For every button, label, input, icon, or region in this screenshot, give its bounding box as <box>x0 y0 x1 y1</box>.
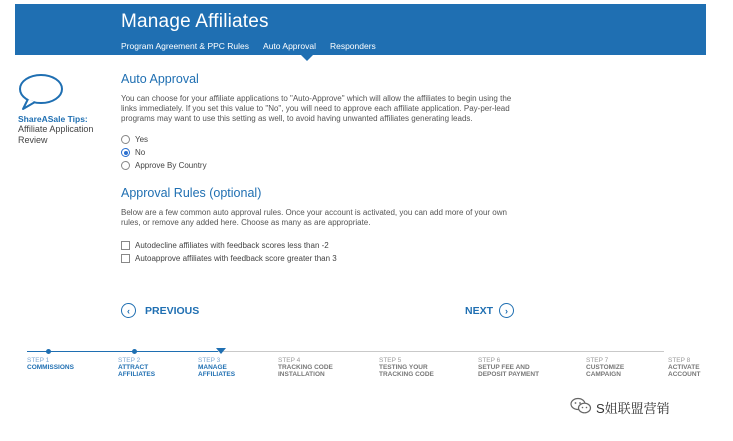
step-name: CUSTOMIZE CAMPAIGN <box>586 364 625 378</box>
auto-approval-heading: Auto Approval <box>121 72 199 86</box>
rule-autoapprove[interactable] <box>121 252 521 265</box>
tab-responders[interactable]: Responders <box>329 41 376 51</box>
step-name: SETUP FEE AND DEPOSIT PAYMENT <box>478 364 540 378</box>
radio-no-input[interactable] <box>121 148 130 157</box>
step-tracking-code-installation[interactable] <box>278 357 348 378</box>
previous-button[interactable] <box>121 303 199 318</box>
step-name: ACTIVATE ACCOUNT <box>668 364 701 378</box>
next-label: NEXT <box>465 304 494 317</box>
rule-autodecline-label: Autodecline affiliates with feedback scores less than -2 <box>135 241 329 250</box>
step-number: STEP 6 <box>478 357 501 364</box>
step-number: STEP 4 <box>278 357 301 364</box>
main-content <box>121 72 521 265</box>
radio-no-label: No <box>135 148 146 157</box>
header-tabs <box>121 41 376 51</box>
radio-approve-by-country-label: Approve By Country <box>135 161 207 170</box>
auto-approval-description: You can choose for your affiliate applications to "Auto-Approve" which will allow the affiliates to begin using the links immediately. If you set this value to "No", you will need to approve each affiliate application. Pay-per-lead programs may want to use this setting as well, to avoid having unwanted affiliates generating leads. <box>121 94 512 123</box>
step-attract-affiliates[interactable] <box>118 357 168 378</box>
tab-program-agreement[interactable]: Program Agreement & PPC Rules <box>121 41 250 51</box>
tips-label: ShareASale Tips: <box>18 114 88 124</box>
step-name: ATTRACT AFFILIATES <box>118 364 156 378</box>
active-tab-caret <box>301 55 313 61</box>
watermark-text: S姐联盟营销 <box>596 401 670 416</box>
tips-panel <box>18 72 108 146</box>
tips-text[interactable]: Affiliate Application Review <box>18 124 94 145</box>
step-number: STEP 1 <box>27 357 50 364</box>
step-1-dot <box>46 349 51 354</box>
chevron-left-icon: ‹ <box>121 303 136 318</box>
approval-rules-heading: Approval Rules (optional) <box>121 186 262 200</box>
previous-label: PREVIOUS <box>145 304 200 317</box>
step-activate-account[interactable] <box>668 357 718 378</box>
step-name: TESTING YOUR TRACKING CODE <box>379 364 434 378</box>
step-name: TRACKING CODE INSTALLATION <box>278 364 333 378</box>
step-2-dot <box>132 349 137 354</box>
wechat-icon <box>570 397 592 418</box>
step-name: MANAGE AFFILIATES <box>198 364 236 378</box>
radio-no[interactable] <box>121 146 521 159</box>
step-setup-fee-deposit[interactable] <box>478 357 558 378</box>
rule-autoapprove-checkbox[interactable] <box>121 254 130 263</box>
page-header <box>15 4 706 55</box>
rule-autodecline[interactable] <box>121 239 521 252</box>
radio-approve-by-country-input[interactable] <box>121 161 130 170</box>
step-manage-affiliates[interactable] <box>198 357 248 378</box>
approval-rules-description: Below are a few common auto approval rules. Once your account is activated, you can add more of your own rules, or remove any added here. Choose as many as are appropriate. <box>121 208 507 227</box>
speech-bubble-icon <box>18 72 108 112</box>
chevron-right-icon: › <box>499 303 514 318</box>
step-number: STEP 3 <box>198 357 221 364</box>
rule-autodecline-checkbox[interactable] <box>121 241 130 250</box>
step-commissions[interactable] <box>27 357 74 371</box>
step-testing-tracking-code[interactable] <box>379 357 449 378</box>
tab-auto-approval[interactable]: Auto Approval <box>263 41 316 51</box>
step-customize-campaign[interactable] <box>586 357 641 378</box>
progress-line-remaining <box>218 351 664 352</box>
step-number: STEP 8 <box>668 357 691 364</box>
step-number: STEP 2 <box>118 357 141 364</box>
radio-approve-by-country[interactable] <box>121 159 521 172</box>
radio-yes-input[interactable] <box>121 135 130 144</box>
radio-yes[interactable] <box>121 133 521 146</box>
step-number: STEP 7 <box>586 357 609 364</box>
page-title: Manage Affiliates <box>121 11 269 32</box>
watermark <box>570 397 670 418</box>
step-number: STEP 5 <box>379 357 402 364</box>
rule-autoapprove-label: Autoapprove affiliates with feedback score greater than 3 <box>135 254 337 263</box>
step-name: COMMISSIONS <box>27 364 74 371</box>
radio-yes-label: Yes <box>135 135 149 144</box>
next-button[interactable] <box>465 303 514 318</box>
current-step-marker <box>216 348 226 354</box>
